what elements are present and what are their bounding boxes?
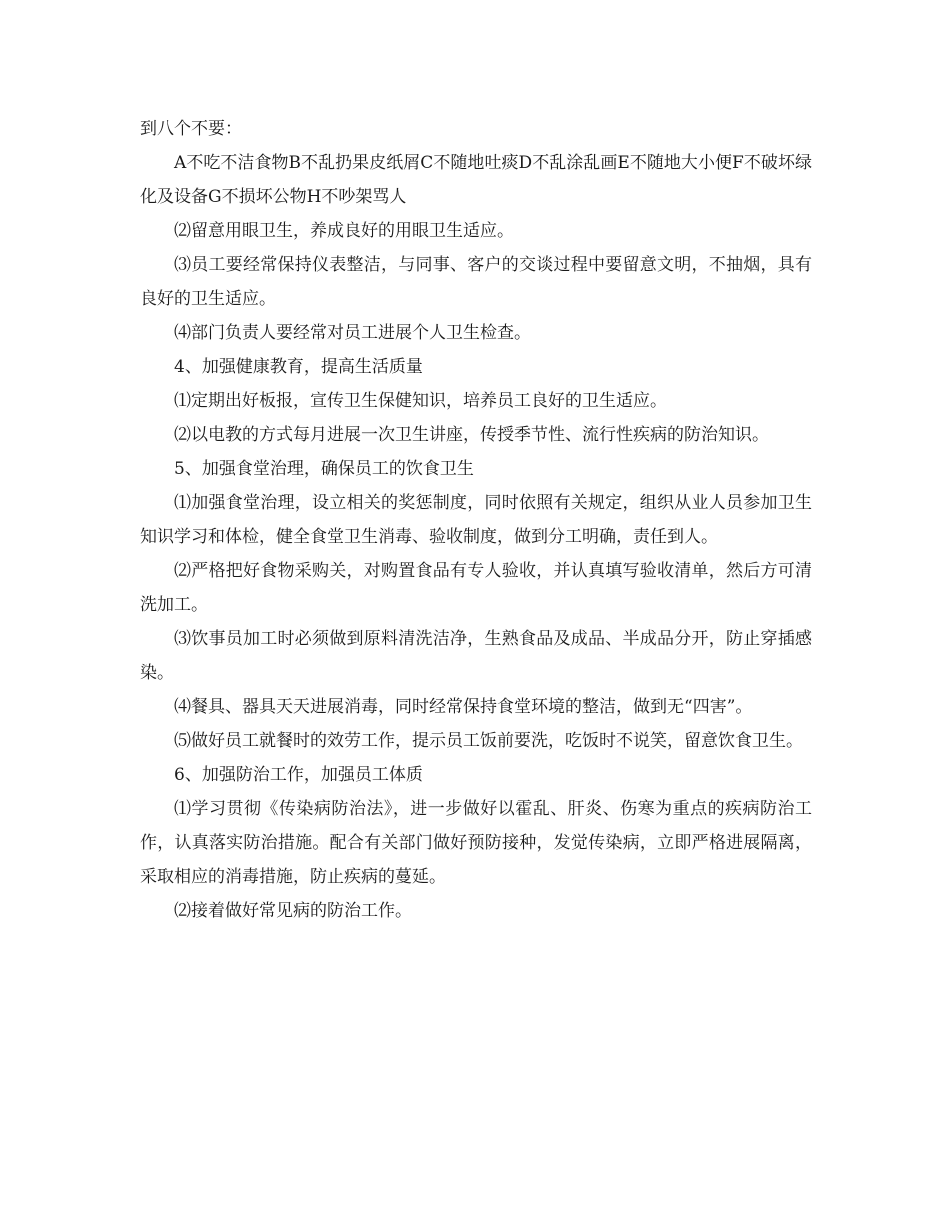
paragraph-staff-appearance: ⑶员工要经常保持仪表整洁，与同事、客户的交谈过程中要留意文明，不抽烟，具有良好的卫生适应。: [140, 255, 812, 309]
document-body: [140, 112, 812, 928]
paragraph-common-diseases: ⑵接着做好常见病的防治工作。: [174, 901, 412, 921]
paragraph-bulletin-board: ⑴定期出好板报，宣传卫生保健知识，培养员工良好的卫生适应。: [174, 391, 667, 411]
paragraph-dining-service: ⑸做好员工就餐时的效劳工作，提示员工饭前要洗，吃饭时不说笑，留意饮食卫生。: [174, 731, 803, 751]
section-heading-canteen-management: 5、加强食堂治理，确保员工的饮食卫生: [174, 459, 474, 479]
paragraph-department-inspection: ⑷部门负责人要经常对员工进展个人卫生检查。: [174, 323, 531, 343]
paragraph-food-procurement: ⑵严格把好食物采购关，对购置食品有专人验收，并认真填写验收清单，然后方可清洗加工。: [140, 561, 812, 615]
paragraph-monthly-lecture: ⑵以电教的方式每月进展一次卫生讲座，传授季节性、流行性疾病的防治知识。: [174, 425, 769, 445]
paragraph-tableware-disinfection: ⑷餐具、器具天天进展消毒，同时经常保持食堂环境的整洁，做到无“四害”。: [174, 697, 753, 717]
paragraph-continuation: 到八个不要：: [140, 119, 242, 139]
paragraph-infectious-disease-law: ⑴学习贯彻《传染病防治法》，进一步做好以霍乱、肝炎、伤寒为重点的疾病防治工作，认真落实防治措施。配合有关部门做好预防接种，发觉传染病，立即严格进展隔离，采取相应的消毒措施，防止疾病的蔓延。: [140, 799, 812, 887]
paragraph-eight-donts-list: A不吃不洁食物B不乱扔果皮纸屑C不随地吐痰D不乱涂乱画E不随地大小便F不破坏绿化及设备G不损坏公物H不吵架骂人: [140, 153, 812, 207]
paragraph-eye-hygiene: ⑵留意用眼卫生，养成良好的用眼卫生适应。: [174, 221, 514, 241]
section-heading-health-education: 4、加强健康教育，提高生活质量: [174, 357, 423, 377]
paragraph-canteen-rules: ⑴加强食堂治理，设立相关的奖惩制度，同时依照有关规定，组织从业人员参加卫生知识学习和体检，健全食堂卫生消毒、验收制度，做到分工明确，责任到人。: [140, 493, 812, 547]
paragraph-cook-processing: ⑶饮事员加工时必须做到原料清洗洁净，生熟食品及成品、半成品分开，防止穿插感染。: [140, 629, 812, 683]
section-heading-disease-prevention: 6、加强防治工作，加强员工体质: [174, 765, 423, 785]
